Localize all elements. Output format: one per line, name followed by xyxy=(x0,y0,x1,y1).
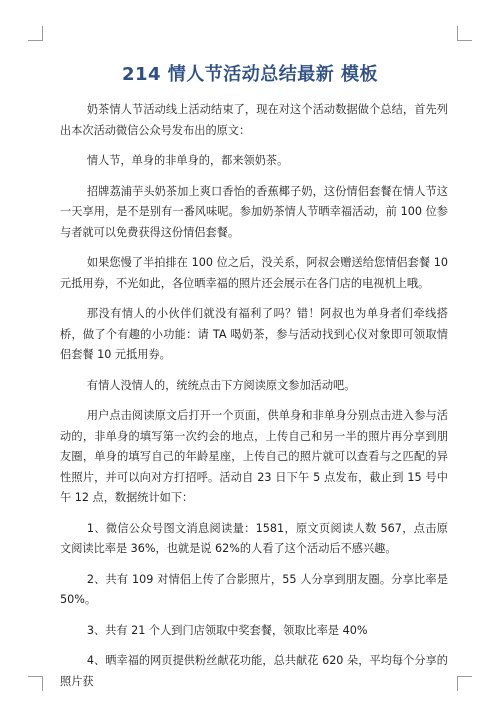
crop-mark-top-right xyxy=(457,26,472,41)
paragraph-stat-3: 3、共有 21 个人到门店领取中奖套餐，领取比率是 40% xyxy=(86,623,368,637)
document-title: 214 情人节活动总结最新 模板 xyxy=(121,64,379,85)
paragraph-slogan: 情人节，单身的非单身的，都来领奶茶。 xyxy=(86,154,289,167)
paragraph-stat-4: 4、晒幸福的网页提供粉丝献花功能，总共献花 620 朵，平均每个分享的照片获 xyxy=(60,654,448,688)
paragraph-voucher: 如果您慢了半拍排在 100 位之后，没关系，阿叔会赠送给您情侣套餐 10 元抵用券，不光如此，各位晒幸福的照片还会展示在各门店的电视机上哦。 xyxy=(60,256,448,290)
paragraph-intro: 奶茶情人节活动线上活动结束了，现在对这个活动数据做个总结，首先列出本次活动微信公众号发布出的原文： xyxy=(60,103,448,137)
paragraph-package: 招牌荔浦芋头奶茶加上爽口香怡的香蕉椰子奶，这份情侣套餐在情人节这一天享用，是不是别有一番风味呢。参加奶茶情人节晒幸福活动，前 100 位参与者就可以免费获得这份情侣套餐。 xyxy=(60,184,448,239)
paragraph-singles: 那没有情人的小伙伴们就没有福利了吗？错！阿叔也为单身者们牵线搭桥，做了个有趣的小功能：请 TA 喝奶茶，参与活动找到心仪对象即可领取情侣套餐 10 元抵用券。 xyxy=(60,307,448,361)
paragraph-stat-1: 1、微信公众号图文消息阅读量：1581，原文页阅读人数 567，点击原文阅读比率是 36%，也就是说 62%的人看了这个活动后不感兴趣。 xyxy=(60,521,448,555)
crop-mark-top-left xyxy=(28,26,43,41)
paragraph-stat-2: 2、共有 109 对情侣上传了合影照片，55 人分享到朋友圈。分享比率是 50%。 xyxy=(60,572,448,606)
crop-mark-bottom-left xyxy=(28,676,43,691)
document-body xyxy=(60,100,448,702)
crop-mark-bottom-right xyxy=(457,676,472,691)
paragraph-call-to-action: 有情人没情人的，统统点击下方阅读原文参加活动吧。 xyxy=(86,378,356,392)
paragraph-flow: 用户点击阅读原文后打开一个页面，供单身和非单身分别点击进入参与活动的，非单身的填写第一次约会的地点，上传自己和另一半的照片再分享到朋友圈，单身的填写自己的年龄星座，上传自己的照片就可以查看与之匹配的异性照片，并可以向对方打招呼。活动自 23 日下午 5 点发布，截止到 15 号中午 12 点，数据统计如下： xyxy=(60,409,448,504)
